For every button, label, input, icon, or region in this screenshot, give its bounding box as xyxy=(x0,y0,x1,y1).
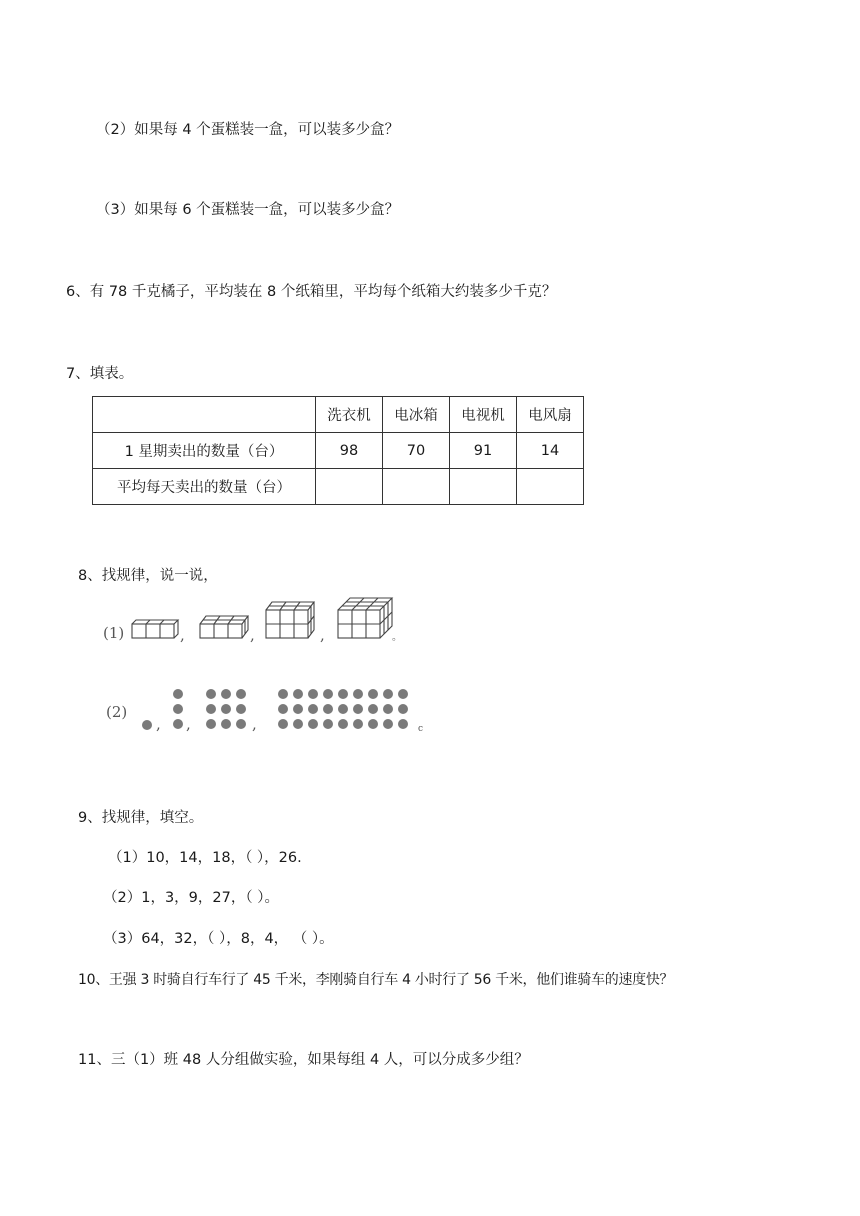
cube-stack-2 xyxy=(200,616,248,638)
answer-cell[interactable] xyxy=(450,469,517,505)
cube-stack-3 xyxy=(266,602,314,638)
dot-group-3 xyxy=(206,689,246,729)
table-header-cell: 电视机 xyxy=(450,397,517,433)
question-7-title: 7、填表。 xyxy=(66,366,134,382)
table-header-cell: 洗衣机 xyxy=(316,397,383,433)
end-mark: c xyxy=(418,724,424,734)
dot-group-1 xyxy=(142,720,152,730)
q5-sub2: （2）如果每 4 个蛋糕装一盒，可以装多少盒？ xyxy=(96,122,400,138)
sales-table xyxy=(92,396,584,505)
cube-stack-4 xyxy=(338,598,392,638)
dot-group-2 xyxy=(173,689,183,729)
q9-sub2: （2）1，3，9，27，（ ）。 xyxy=(103,890,279,906)
dot-group-4 xyxy=(278,689,408,729)
dot-pattern-figure xyxy=(100,684,430,734)
table-cell: 91 xyxy=(450,433,517,469)
table-cell: 1 星期卖出的数量（台） xyxy=(93,433,316,469)
table-header-cell: 电风扇 xyxy=(517,397,584,433)
table-cell: 98 xyxy=(316,433,383,469)
table-header-cell: 电冰箱 xyxy=(383,397,450,433)
question-10: 10、王强 3 时骑自行车行了 45 千米，李刚骑自行车 4 小时行了 56 千米，他们谁骑车的速度快？ xyxy=(78,972,674,988)
answer-cell[interactable] xyxy=(517,469,584,505)
comma-separator: , xyxy=(252,715,257,733)
table-cell: 70 xyxy=(383,433,450,469)
end-mark: 。 xyxy=(392,632,402,643)
comma-separator: , xyxy=(186,715,191,733)
question-11: 11、三（1）班 48 人分组做实验，如果每组 4 人，可以分成多少组？ xyxy=(78,1052,529,1068)
q9-sub3: （3）64，32，（ ），8，4， （ ）。 xyxy=(103,931,334,947)
table-row xyxy=(93,469,584,505)
answer-cell[interactable] xyxy=(316,469,383,505)
question-8-title: 8、找规律，说一说， xyxy=(78,568,218,584)
comma-separator: , xyxy=(320,626,325,644)
table-row xyxy=(93,433,584,469)
question-9-title: 9、找规律，填空。 xyxy=(78,810,204,826)
cube-stack-1 xyxy=(132,620,178,638)
table-cell: 14 xyxy=(517,433,584,469)
table-header-row xyxy=(93,397,584,433)
answer-cell[interactable] xyxy=(383,469,450,505)
q5-sub3: （3）如果每 6 个蛋糕装一盒，可以装多少盒？ xyxy=(96,202,400,218)
table-header-cell xyxy=(93,397,316,433)
figure-label: (2) xyxy=(106,703,128,721)
comma-separator: , xyxy=(250,626,255,644)
table-cell: 平均每天卖出的数量（台） xyxy=(93,469,316,505)
cube-pattern-figure xyxy=(100,596,420,646)
figure-label: (1) xyxy=(103,624,125,642)
comma-separator: , xyxy=(156,715,161,733)
question-6: 6、有 78 千克橘子，平均装在 8 个纸箱里，平均每个纸箱大约装多少千克？ xyxy=(66,284,557,300)
q9-sub1: （1）10，14，18，（ ），26. xyxy=(108,850,302,866)
comma-separator: , xyxy=(180,626,185,644)
